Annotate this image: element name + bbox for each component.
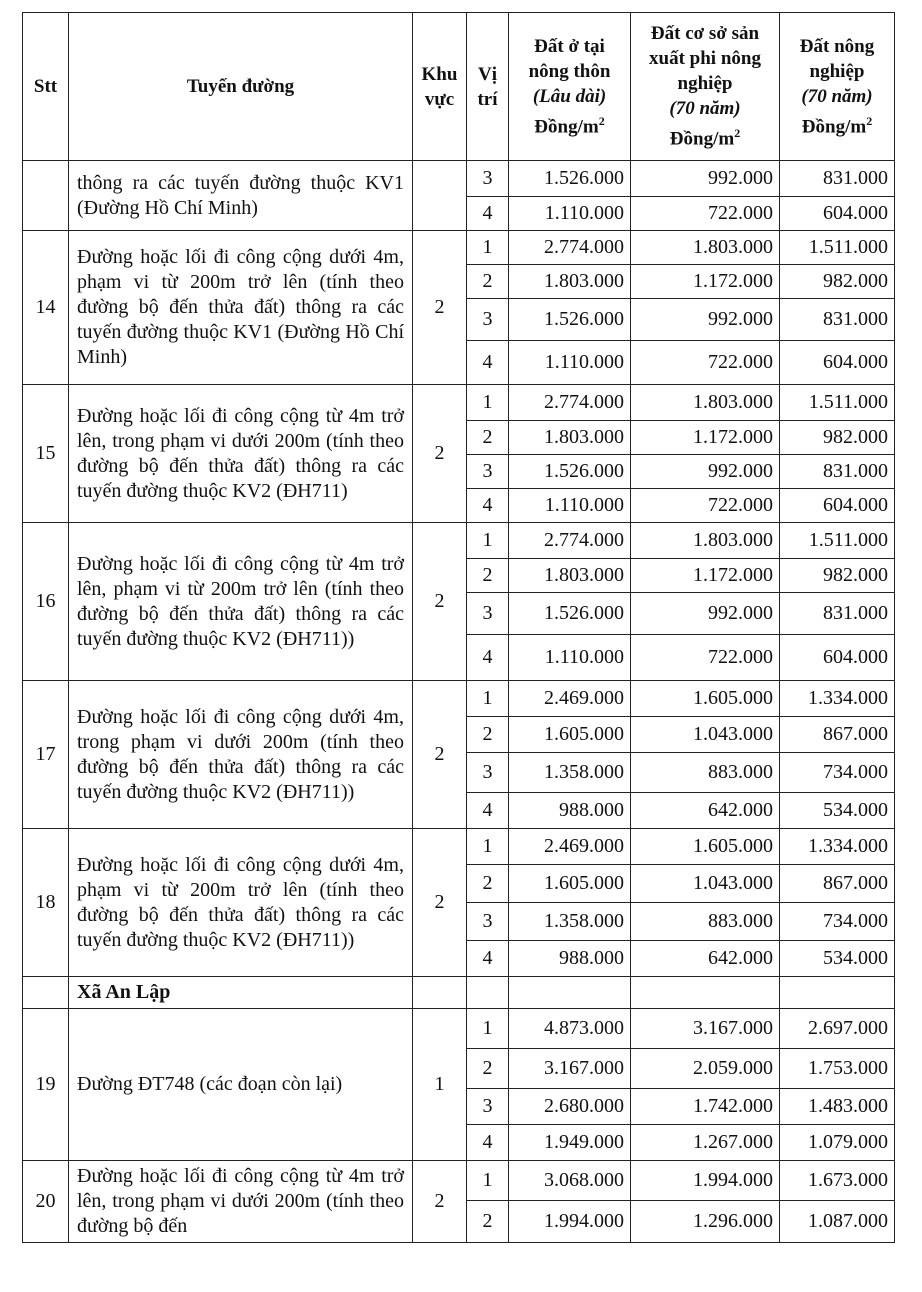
area-cell: 2 xyxy=(413,1161,467,1243)
stt-cell: 16 xyxy=(23,523,69,681)
route-cell: Đường hoặc lối đi công cộng dưới 4m, trong phạm vi dưới 200m (tính theo đường bộ đến thửa đất) thông ra các tuyến đường thuộc KV2 (ĐH711)) xyxy=(69,681,413,829)
table-row: 3 1.526.000 992.000 831.000 xyxy=(23,299,895,341)
table-row: 19 Đường ĐT748 (các đoạn còn lại) 1 1 4.873.000 3.167.000 2.697.000 xyxy=(23,1009,895,1049)
header-agricultural-land: Đất nông nghiệp (70 năm) Đồng/$m^2$ xyxy=(780,13,895,161)
header-position: Vị trí xyxy=(467,13,509,161)
area-cell: 2 xyxy=(413,231,467,385)
table-row: 3 1.526.000 992.000 831.000 xyxy=(23,593,895,635)
area-cell: 1 xyxy=(413,1009,467,1161)
route-cell: Đường hoặc lối đi công cộng dưới 4m, phạm vi từ 200m trở lên (tính theo đường bộ đến thửa đất) thông ra các tuyến đường thuộc KV2 (ĐH711)) xyxy=(69,829,413,977)
header-residential-land: Đất ở tại nông thôn (Lâu dài) Đồng/$m^2$ xyxy=(509,13,631,161)
table-row: 4 1.110.000 722.000 604.000 xyxy=(23,341,895,385)
table-row: 20 Đường hoặc lối đi công cộng từ 4m trở lên, trong phạm vi dưới 200m (tính theo đường bộ đến 2 1 3.068.000 1.994.000 1.673.000 xyxy=(23,1161,895,1201)
table-row: 14 Đường hoặc lối đi công cộng dưới 4m, phạm vi từ 200m trở lên (tính theo đường bộ đến thửa đất) thông ra các tuyến đường thuộc KV1 (Đường Hồ Chí Minh) 2 1 2.774.000 1.803.000 1.511.000 xyxy=(23,231,895,265)
table-row: 2 1.803.000 1.172.000 982.000 xyxy=(23,421,895,455)
table-row: 2 1.803.000 1.172.000 982.000 xyxy=(23,265,895,299)
table-row: 4 1.110.000 722.000 604.000 xyxy=(23,197,895,231)
header-stt: Stt xyxy=(23,13,69,161)
table-header xyxy=(23,13,895,161)
route-cell: Đường hoặc lối đi công cộng từ 4m trở lên, trong phạm vi dưới 200m (tính theo đường bộ đến xyxy=(69,1161,413,1243)
table-row: thông ra các tuyến đường thuộc KV1 (Đường Hồ Chí Minh) 3 1.526.000 992.000 831.000 xyxy=(23,161,895,197)
table-row: 18 Đường hoặc lối đi công cộng dưới 4m, phạm vi từ 200m trở lên (tính theo đường bộ đến thửa đất) thông ra các tuyến đường thuộc KV2 (ĐH711)) 2 1 2.469.000 1.605.000 1.334.000 xyxy=(23,829,895,865)
area-cell: 2 xyxy=(413,385,467,523)
route-cell: Đường ĐT748 (các đoạn còn lại) xyxy=(69,1009,413,1161)
table-row: 4 988.000 642.000 534.000 xyxy=(23,793,895,829)
table-row: 3 1.358.000 883.000 734.000 xyxy=(23,903,895,941)
section-row xyxy=(23,977,895,1009)
header-route: Tuyến đường xyxy=(69,13,413,161)
table-row: 2 3.167.000 2.059.000 1.753.000 xyxy=(23,1049,895,1089)
table-row: 3 1.358.000 883.000 734.000 xyxy=(23,753,895,793)
stt-cell: 20 xyxy=(23,1161,69,1243)
route-cell: Đường hoặc lối đi công cộng dưới 4m, phạm vi từ 200m trở lên (tính theo đường bộ đến thửa đất) thông ra các tuyến đường thuộc KV1 (Đường Hồ Chí Minh) xyxy=(69,231,413,385)
header-production-land: Đất cơ sở sản xuất phi nông nghiệp (70 năm) Đồng/$m^2$ xyxy=(631,13,780,161)
table-row: 16 Đường hoặc lối đi công cộng từ 4m trở lên, phạm vi từ 200m trở lên (tính theo đường bộ đến thửa đất) thông ra các tuyến đường thuộc KV2 (ĐH711)) 2 1 2.774.000 1.803.000 1.511.000 xyxy=(23,523,895,559)
table-row: 3 1.526.000 992.000 831.000 xyxy=(23,455,895,489)
table-row: 4 1.949.000 1.267.000 1.079.000 xyxy=(23,1125,895,1161)
price-table xyxy=(22,12,895,1243)
table-row: 4 988.000 642.000 534.000 xyxy=(23,941,895,977)
stt-cell: 15 xyxy=(23,385,69,523)
route-cell: Đường hoặc lối đi công cộng từ 4m trở lên, phạm vi từ 200m trở lên (tính theo đường bộ đến thửa đất) thông ra các tuyến đường thuộc KV2 (ĐH711)) xyxy=(69,523,413,681)
stt-cell: 18 xyxy=(23,829,69,977)
table-row: 15 Đường hoặc lối đi công cộng từ 4m trở lên, trong phạm vi dưới 200m (tính theo đường bộ đến thửa đất) thông ra các tuyến đường thuộc KV2 (ĐH711) 2 1 2.774.000 1.803.000 1.511.000 xyxy=(23,385,895,421)
area-cell: 2 xyxy=(413,829,467,977)
stt-cell: 19 xyxy=(23,1009,69,1161)
area-cell: 2 xyxy=(413,523,467,681)
stt-cell: 14 xyxy=(23,231,69,385)
route-cell: Đường hoặc lối đi công cộng từ 4m trở lên, trong phạm vi dưới 200m (tính theo đường bộ đến thửa đất) thông ra các tuyến đường thuộc KV2 (ĐH711) xyxy=(69,385,413,523)
table-body xyxy=(23,161,895,1243)
table-row: 2 1.803.000 1.172.000 982.000 xyxy=(23,559,895,593)
stt-cell: 17 xyxy=(23,681,69,829)
table-row: 2 1.605.000 1.043.000 867.000 xyxy=(23,865,895,903)
header-area: Khu vực xyxy=(413,13,467,161)
table-row: 4 1.110.000 722.000 604.000 xyxy=(23,489,895,523)
area-cell: 2 xyxy=(413,681,467,829)
table-row: 2 1.994.000 1.296.000 1.087.000 xyxy=(23,1201,895,1243)
route-cell: thông ra các tuyến đường thuộc KV1 (Đường Hồ Chí Minh) xyxy=(69,161,413,231)
table-row: 4 1.110.000 722.000 604.000 xyxy=(23,635,895,681)
table-row: 2 1.605.000 1.043.000 867.000 xyxy=(23,717,895,753)
section-title: Xã An Lập xyxy=(69,977,413,1009)
table-row: 17 Đường hoặc lối đi công cộng dưới 4m, trong phạm vi dưới 200m (tính theo đường bộ đến thửa đất) thông ra các tuyến đường thuộc KV2 (ĐH711)) 2 1 2.469.000 1.605.000 1.334.000 xyxy=(23,681,895,717)
table-row: 3 2.680.000 1.742.000 1.483.000 xyxy=(23,1089,895,1125)
